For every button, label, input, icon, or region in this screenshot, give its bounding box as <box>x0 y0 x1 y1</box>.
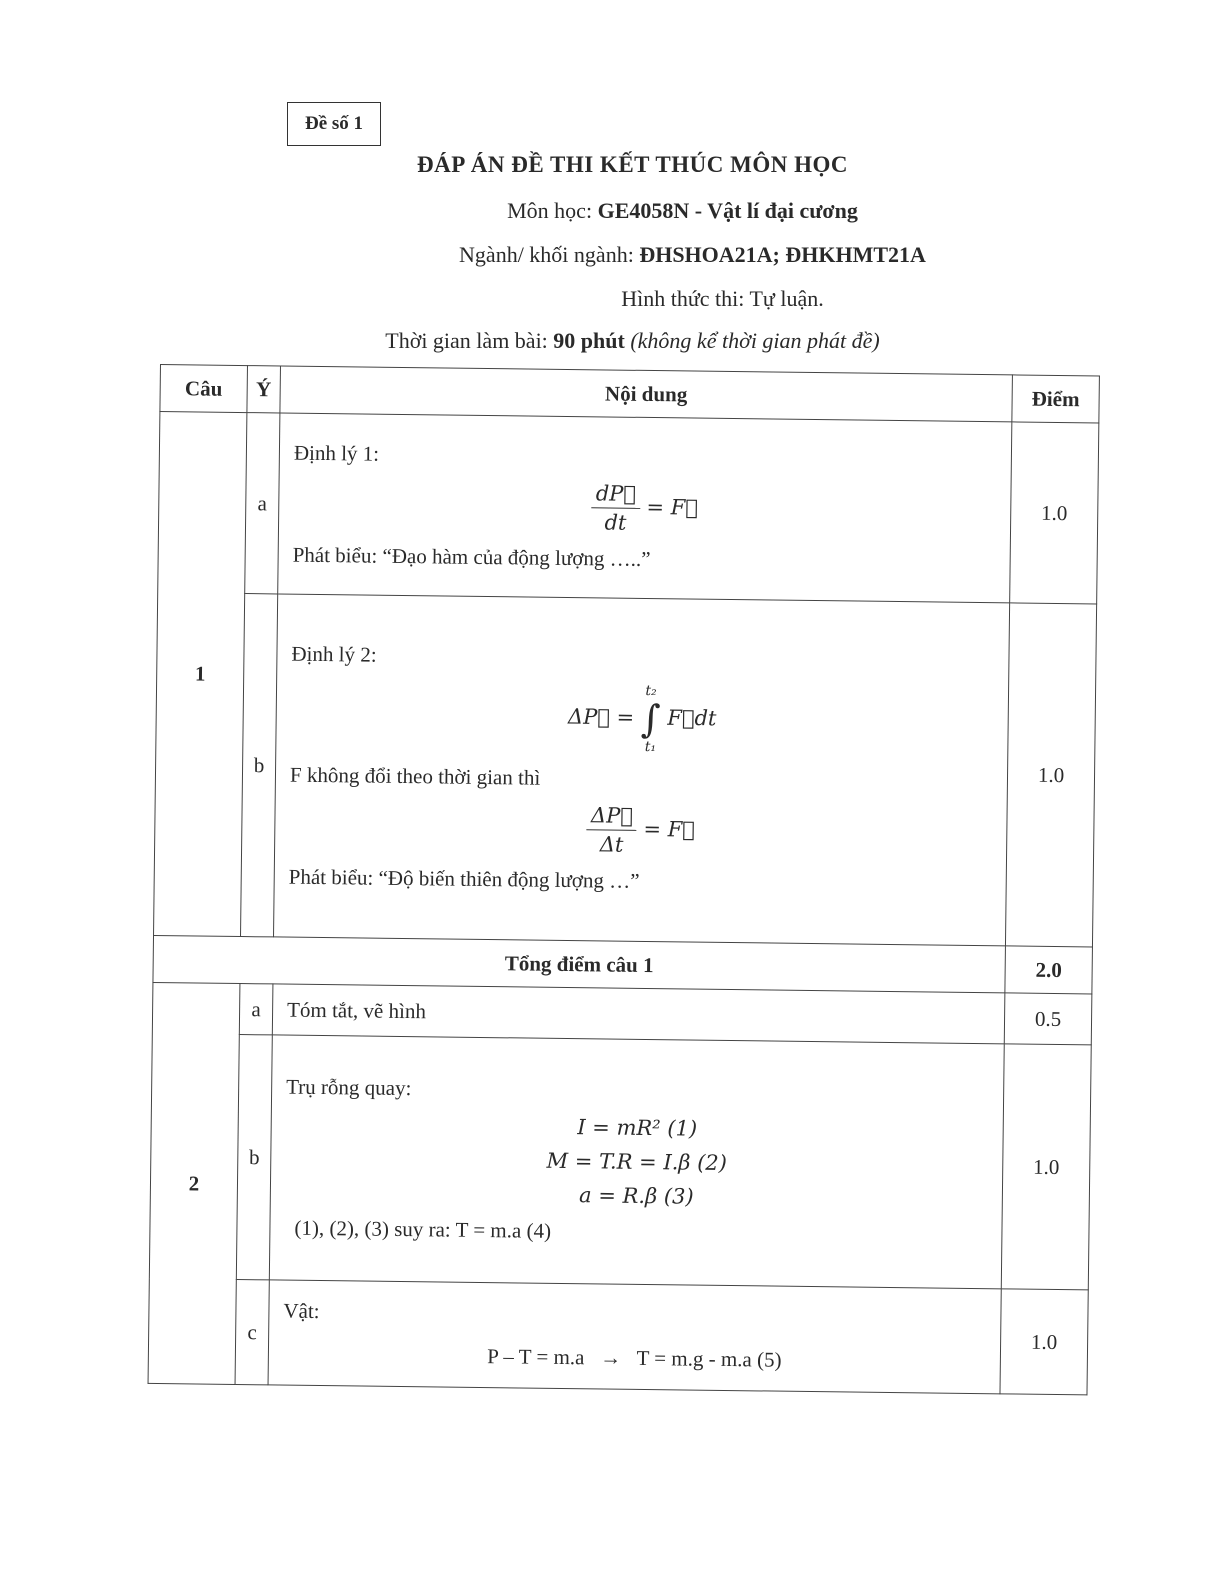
major-value: ĐHSHOA21A; ĐHKHMT21A <box>639 242 926 267</box>
time-value: 90 phút <box>553 328 625 353</box>
header-cau: Câu <box>160 365 248 413</box>
part-label: a <box>245 413 280 594</box>
answer-content <box>274 594 1010 946</box>
subject-line <box>0 198 1225 224</box>
integral <box>640 683 661 755</box>
equation: I = mR² (1) <box>577 1115 698 1141</box>
answer-content <box>278 413 1012 603</box>
major-label: Ngành/ khối ngành: <box>459 242 634 267</box>
subject-value: GE4058N - Vật lí đại cương <box>597 198 858 223</box>
formula-lhs: ΔP⃗ = <box>567 704 635 730</box>
table-row <box>148 1278 1088 1394</box>
answer-table <box>148 364 1100 1395</box>
numerator: dP⃗ <box>592 481 641 509</box>
answer-content <box>269 1035 1004 1289</box>
section-title: Trụ rỗng quay: <box>286 1074 412 1101</box>
score: 1.0 <box>1005 603 1096 947</box>
formula-rhs: F⃗dt <box>667 705 717 731</box>
statement: Phát biểu: “Đạo hàm của động lượng …..” <box>292 542 651 571</box>
equation: P – T = m.a → T = m.g - m.a (5) <box>487 1344 782 1372</box>
condition-text: F không đổi theo thời gian thì <box>289 762 541 790</box>
total-label: Tổng điểm câu 1 <box>153 935 1006 992</box>
formula-rhs: = F⃗ <box>643 816 696 842</box>
equation: M = T.R = I.β (2) <box>546 1148 728 1175</box>
major-line <box>0 242 1225 268</box>
answer-content <box>268 1280 1001 1394</box>
question-number: 1 <box>154 412 247 937</box>
subject-label: Môn học: <box>507 198 593 223</box>
integral-upper: t₂ <box>645 682 657 700</box>
time-line <box>0 328 1225 354</box>
answer-content: Tóm tắt, vẽ hình <box>272 984 1005 1044</box>
denominator: Δt <box>599 832 624 857</box>
conclusion: (1), (2), (3) suy ra: T = m.a (4) <box>294 1215 552 1243</box>
theorem-title: Định lý 1: <box>293 440 380 466</box>
section-title: Vật: <box>283 1298 320 1324</box>
integral-lower: t₁ <box>644 738 657 756</box>
statement: Phát biểu: “Độ biến thiên động lượng …” <box>288 864 640 893</box>
score: 0.5 <box>1004 993 1092 1045</box>
question-number: 2 <box>148 982 240 1384</box>
header-content: Nội dung <box>280 366 1013 422</box>
exam-code-badge: Đề số 1 <box>287 102 381 146</box>
equation-group <box>285 1112 989 1213</box>
total-score: 2.0 <box>1005 946 1093 994</box>
table-row <box>149 1033 1091 1289</box>
exam-form: Hình thức thi: Tự luận. <box>621 286 824 311</box>
fraction <box>586 803 637 857</box>
fraction <box>591 481 640 535</box>
theorem-title: Định lý 2: <box>291 641 377 667</box>
formula-rhs: = F⃗ <box>646 494 699 520</box>
numerator: ΔP⃗ <box>587 803 637 831</box>
part-label: b <box>236 1035 272 1280</box>
table-row <box>158 412 1099 604</box>
table-row <box>154 592 1097 946</box>
integral-sign: ∫ <box>640 696 661 742</box>
score: 1.0 <box>1001 1044 1091 1290</box>
score: 1.0 <box>1000 1289 1088 1395</box>
equation: a = R.β (3) <box>578 1183 694 1209</box>
formula <box>293 477 997 539</box>
denominator: dt <box>604 509 627 535</box>
part-label: b <box>241 594 278 937</box>
formula <box>289 800 993 862</box>
document-title: ĐÁP ÁN ĐỀ THI KẾT THÚC MÔN HỌC <box>417 152 848 177</box>
time-label: Thời gian làm bài: <box>385 328 548 353</box>
header-diem: Điểm <box>1012 375 1100 423</box>
part-label: a <box>239 984 273 1035</box>
score: 1.0 <box>1010 422 1099 604</box>
header-y: Ý <box>247 366 281 413</box>
integral-formula <box>290 679 994 760</box>
part-label: c <box>235 1280 269 1385</box>
time-note: (không kể thời gian phát đề) <box>630 328 880 353</box>
